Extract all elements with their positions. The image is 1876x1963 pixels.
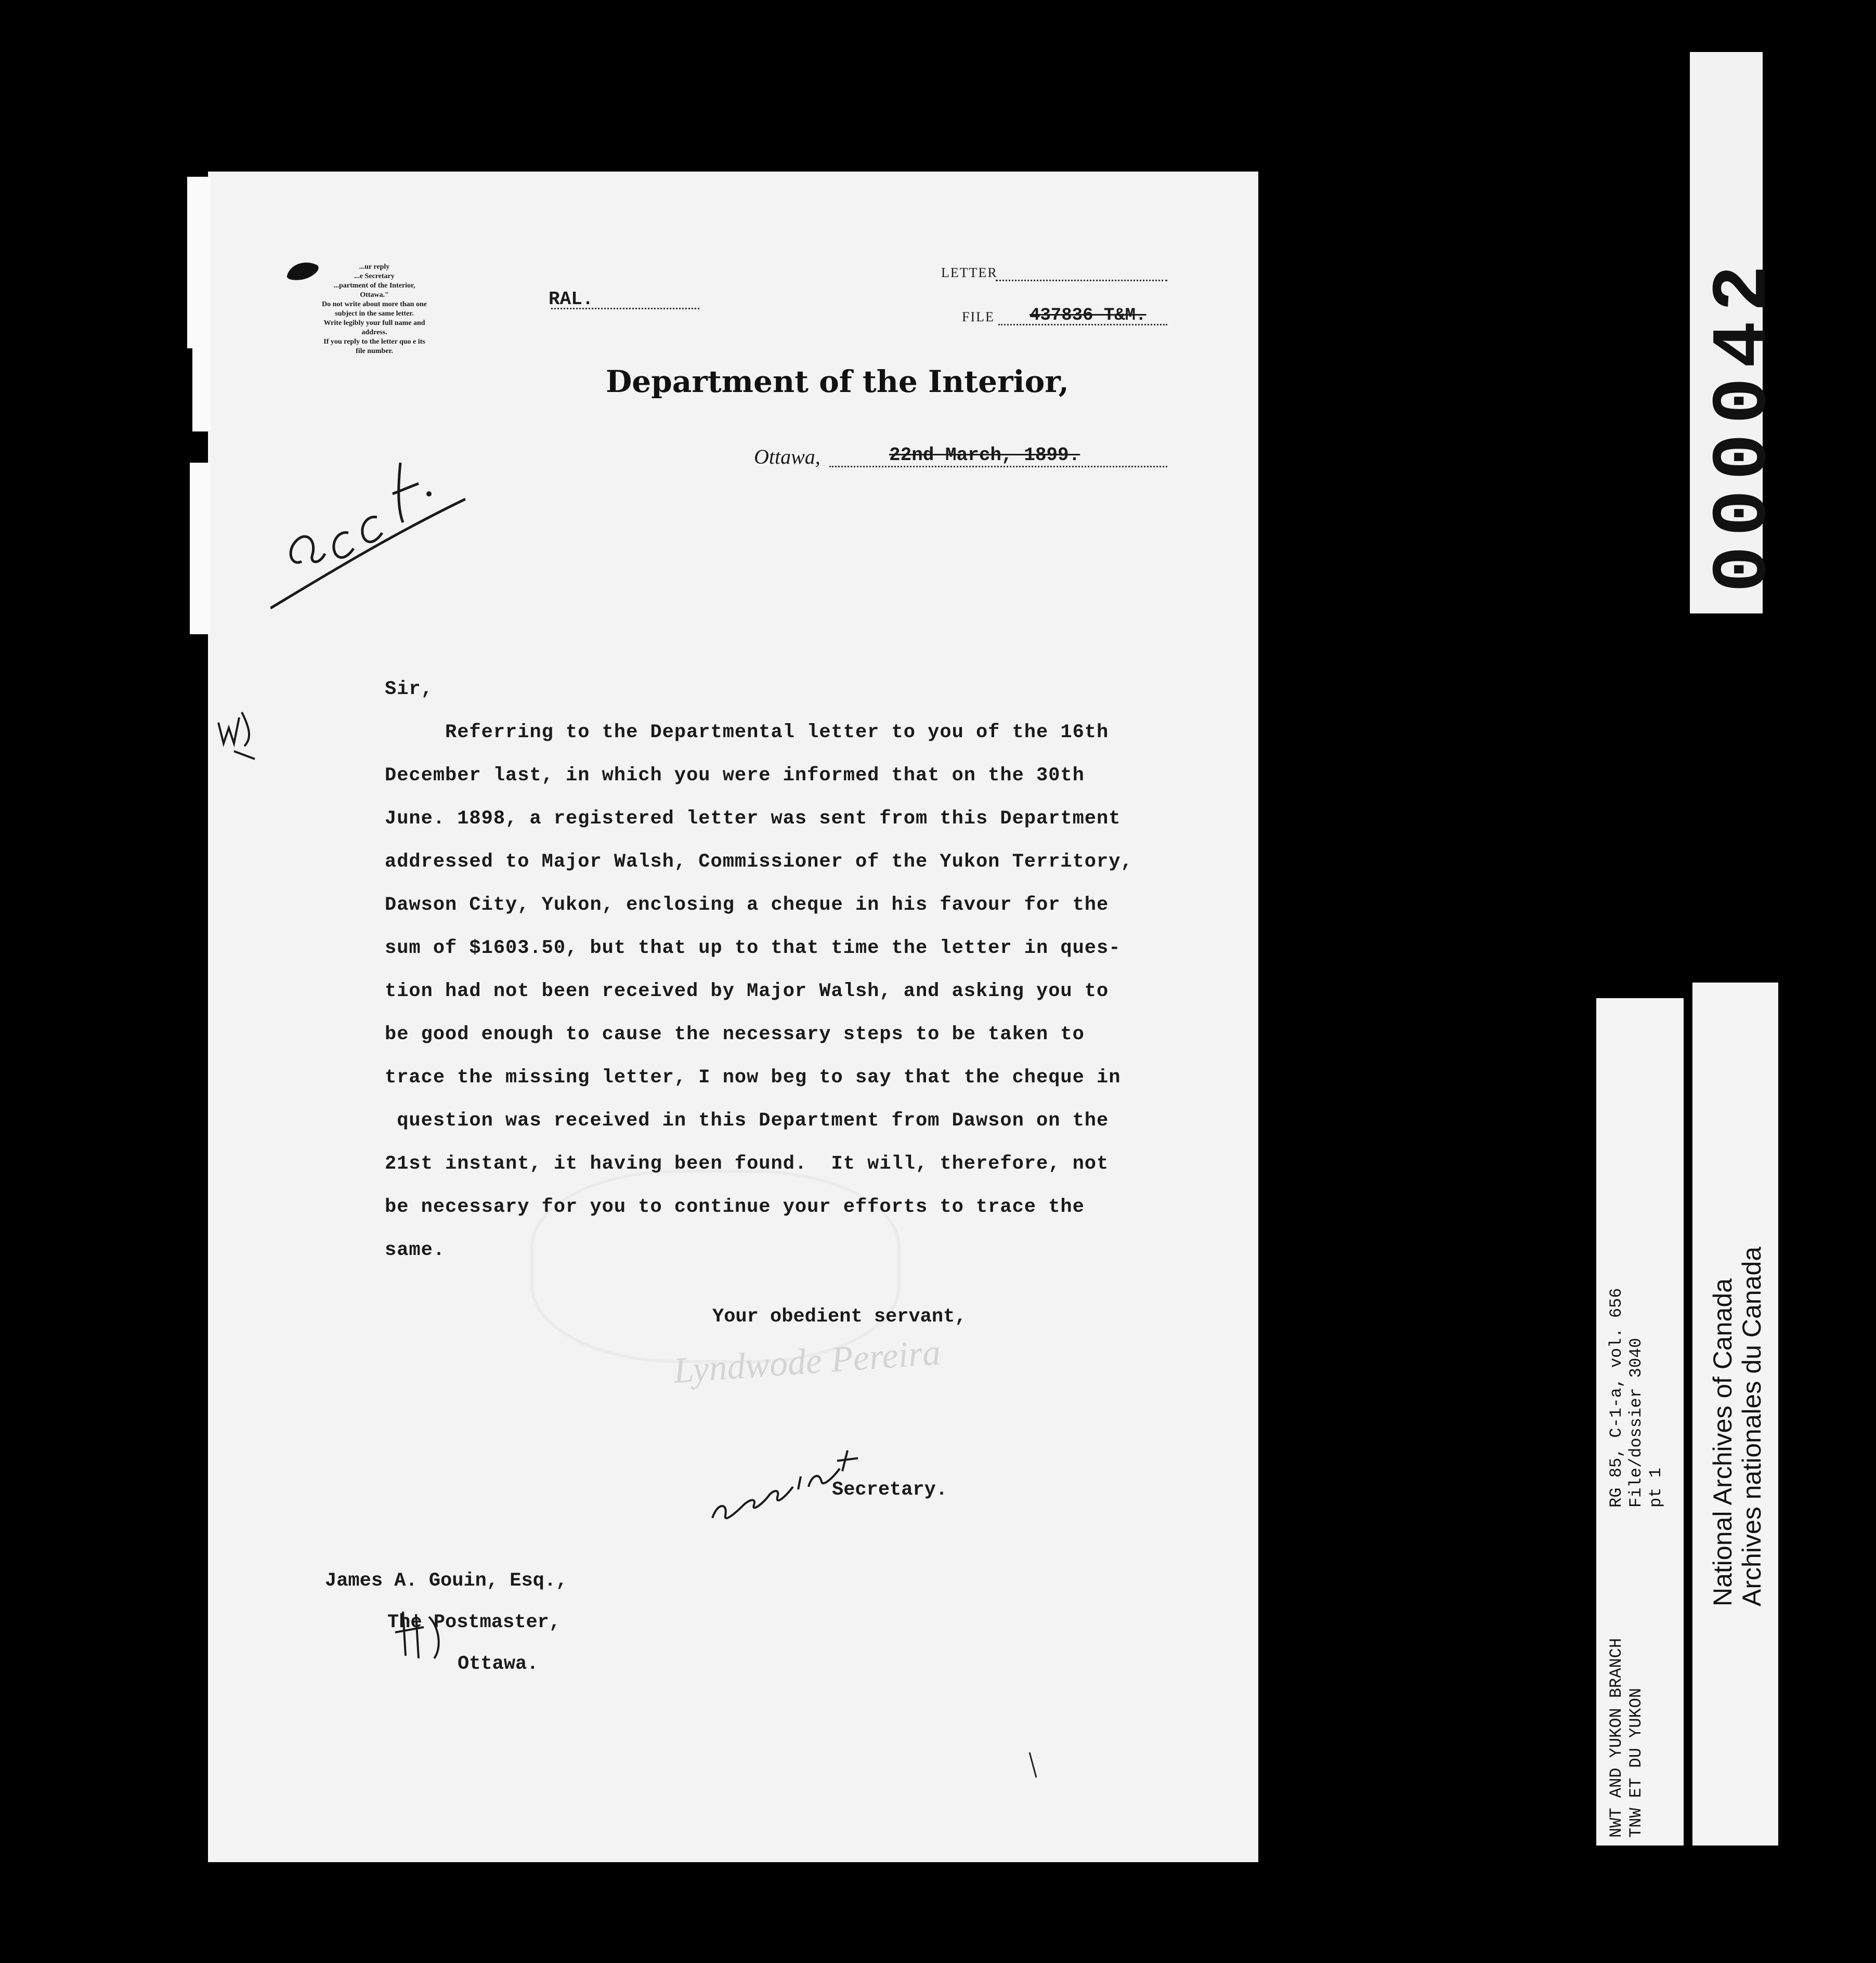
institution-label bbox=[1692, 983, 1778, 1846]
reference-label bbox=[1596, 998, 1684, 1846]
body-line: same. bbox=[385, 1239, 446, 1261]
page-edge-tab bbox=[190, 463, 211, 634]
addressee-role: The Postmaster, bbox=[387, 1612, 561, 1633]
body-line: be necessary for you to continue your efforts to trace the bbox=[385, 1196, 1085, 1218]
margin-initials bbox=[213, 702, 260, 764]
initials-line bbox=[551, 308, 699, 309]
signatory-title: Secretary. bbox=[832, 1479, 948, 1501]
body-line: trace the missing letter, I now beg to say that the cheque in bbox=[385, 1067, 1121, 1089]
body-line: Dawson City, Yukon, enclosing a cheque in his favour for the bbox=[385, 894, 1109, 916]
stray-mark bbox=[1029, 1752, 1037, 1777]
typist-initials: RAL. bbox=[549, 289, 594, 310]
letter-body bbox=[385, 668, 1269, 1272]
strike-mark bbox=[393, 1606, 450, 1664]
letter-page bbox=[208, 172, 1258, 1862]
valediction: Your obedient servant, bbox=[712, 1306, 967, 1328]
reply-instructions: ...ur reply ...e Secretary ...partment of the Interior, Ottawa." Do not write about more than one subject in the same letter. Write legibly your full name and address. If you reply to the letter quo e its file number. bbox=[322, 263, 427, 355]
body-line: addressed to Major Walsh, Commissioner of the Yukon Territory, bbox=[385, 851, 1133, 873]
frame-number: 000042 bbox=[1700, 255, 1789, 593]
institution-text: National Archives of Canada Archives nationales du Canada bbox=[1708, 1246, 1766, 1606]
date-line bbox=[829, 466, 1167, 467]
stamped-signature: Lyndwode Pereira bbox=[672, 1332, 942, 1391]
branch-text: NWT AND YUKON BRANCH TNW ET DU YUKON bbox=[1607, 1638, 1646, 1838]
acct-annotation bbox=[270, 431, 468, 613]
department-heading: Department of the Interior, bbox=[606, 364, 1069, 399]
place-name: Ottawa, bbox=[754, 445, 820, 468]
file-number: 437836 T&M. bbox=[1030, 306, 1147, 325]
salutation: Sir, bbox=[385, 678, 433, 700]
frame-number-strip bbox=[1690, 52, 1789, 613]
letter-number-line bbox=[996, 280, 1167, 281]
body-line: Referring to the Departmental letter to you of the 16th bbox=[385, 722, 1109, 743]
body-line: question was received in this Department from Dawson on the bbox=[385, 1110, 1109, 1132]
body-line: December last, in which you were informed that on the 30th bbox=[385, 765, 1085, 787]
letter-label: LETTER bbox=[941, 265, 998, 280]
body-line: June. 1898, a registered letter was sent from this Department bbox=[385, 808, 1121, 830]
addressee-city: Ottawa. bbox=[458, 1653, 539, 1675]
page-edge-tab bbox=[192, 322, 211, 431]
file-label: FILE bbox=[962, 309, 995, 324]
body-line: 21st instant, it having been found. It will, therefore, not bbox=[385, 1153, 1109, 1175]
addressee-name: James A. Gouin, Esq., bbox=[325, 1570, 568, 1592]
body-line: sum of $1603.50, but that up to that time the letter in ques- bbox=[385, 937, 1121, 959]
body-line: tion had not been received by Major Walsh, and asking you to bbox=[385, 980, 1109, 1002]
reference-text: RG 85, C-1-a, vol. 656 File/dossier 3040 pt 1 bbox=[1607, 1288, 1665, 1508]
letter-date: 22nd March, 1899. bbox=[889, 444, 1080, 466]
body-line: be good enough to cause the necessary steps to be taken to bbox=[385, 1024, 1085, 1045]
